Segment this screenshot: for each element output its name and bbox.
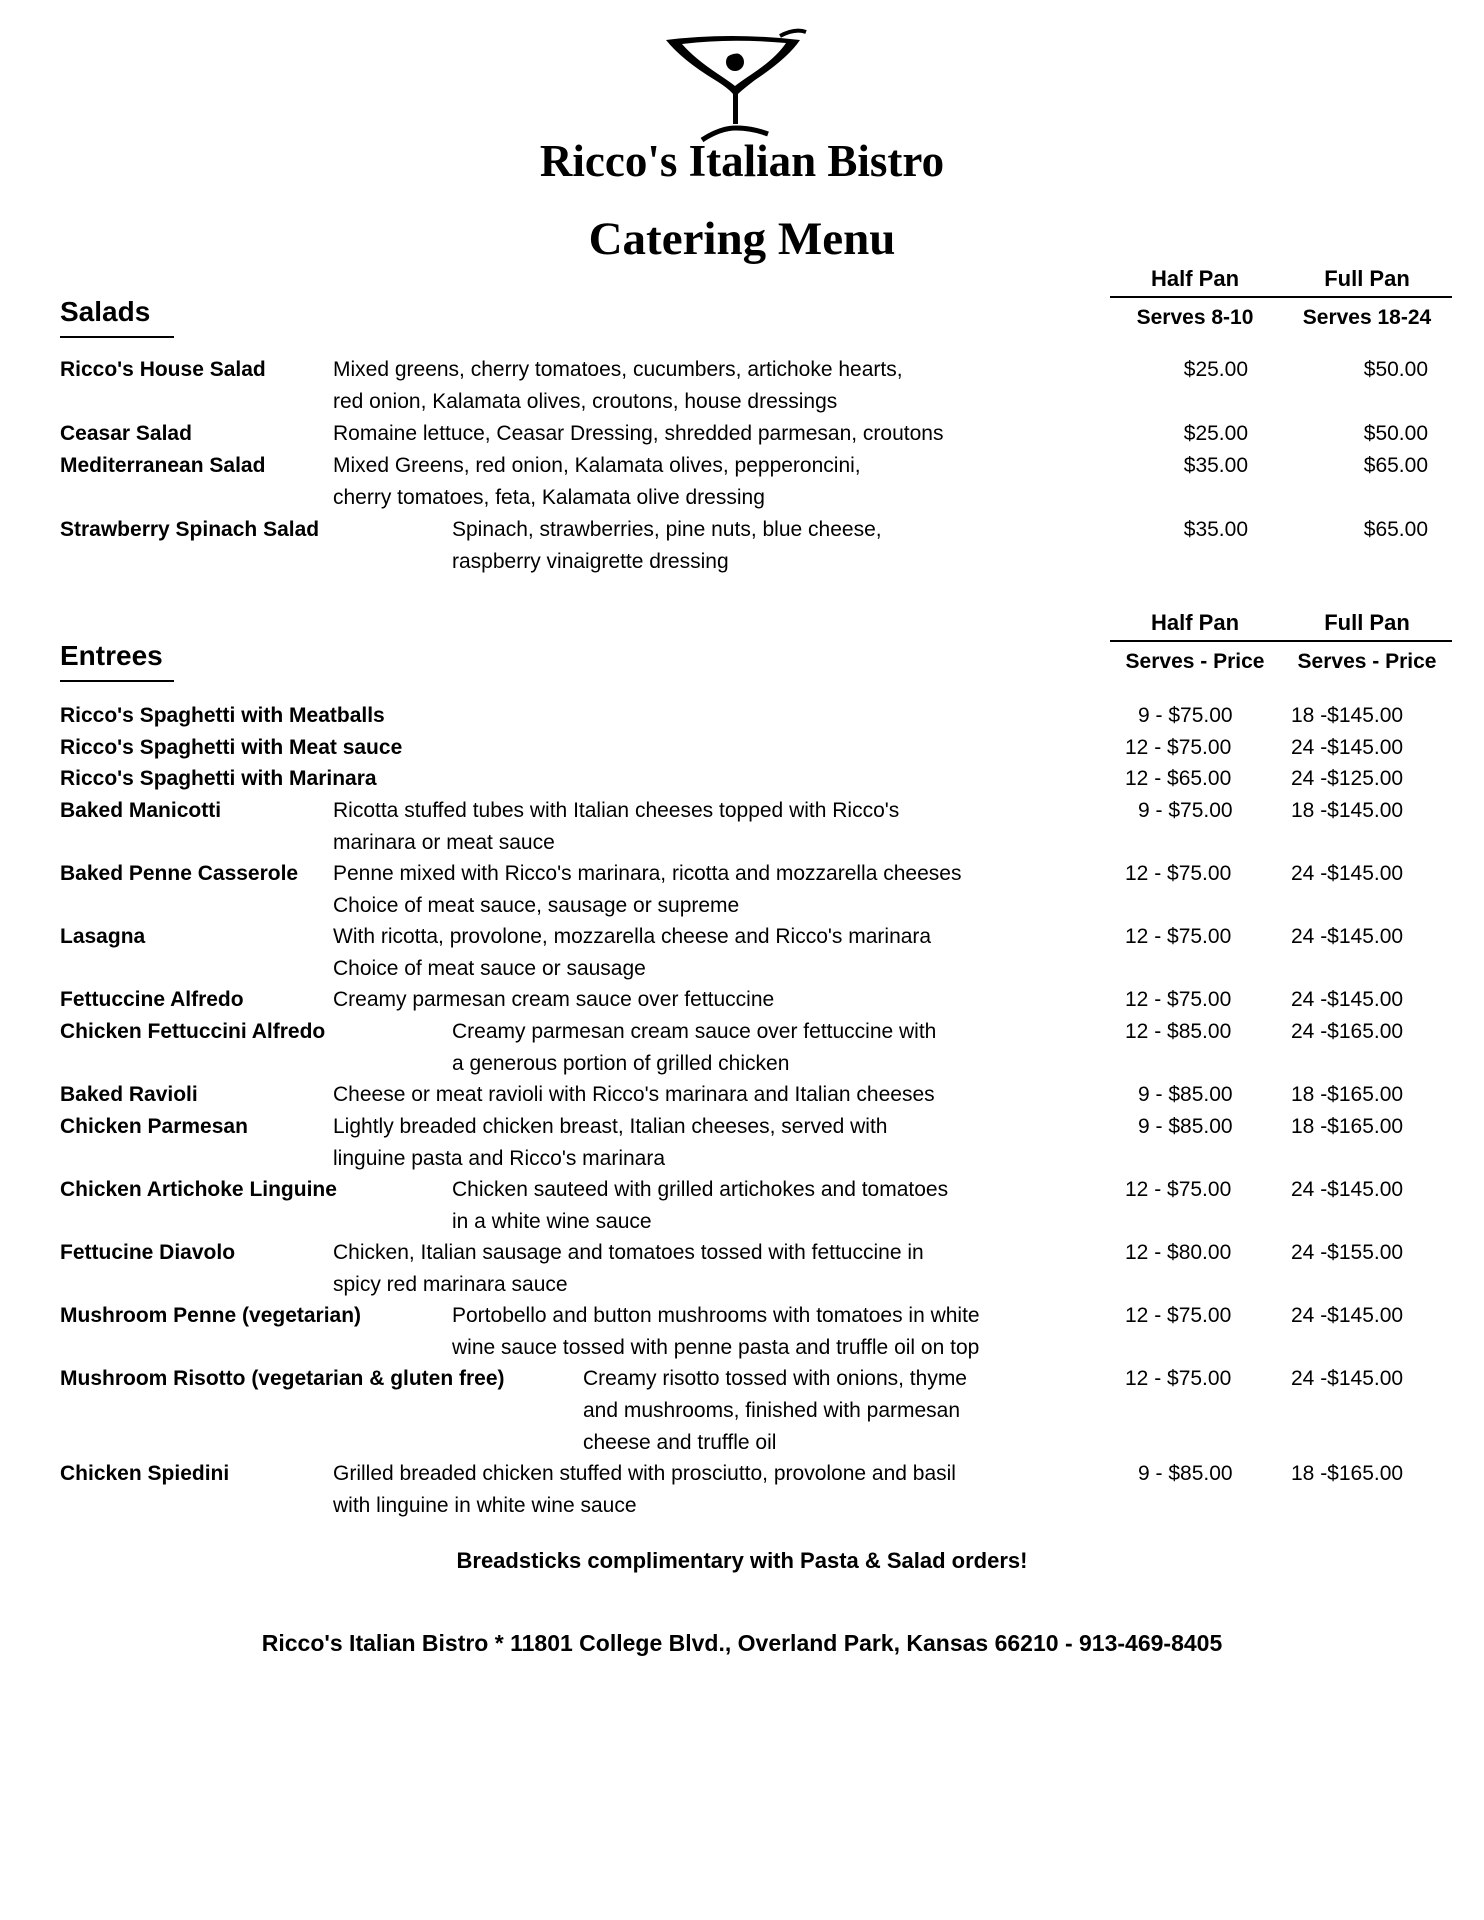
item-full-price: $50.00	[1363, 358, 1428, 381]
item-desc: in a white wine sauce	[452, 1210, 652, 1233]
item-desc: cheese and truffle oil	[583, 1431, 777, 1454]
entrees-col-half: Half Pan	[1150, 610, 1240, 635]
item-name: Fettuccine Alfredo	[60, 988, 244, 1011]
item-half-price: $35.00	[1183, 518, 1248, 541]
item-desc: Chicken sauteed with grilled artichokes and tomatoes	[452, 1178, 949, 1201]
menu-title: Catering Menu	[588, 213, 896, 265]
item-name: Ricco's Spaghetti with Meat sauce	[60, 736, 403, 759]
item-desc: Choice of meat sauce or sausage	[333, 957, 646, 980]
item-desc: and mushrooms, finished with parmesan	[583, 1399, 961, 1422]
item-name: Fettucine Diavolo	[60, 1241, 236, 1264]
item-desc: Mixed greens, cherry tomatoes, cucumbers, artichoke hearts,	[333, 358, 903, 381]
item-name: Chicken Artichoke Linguine	[60, 1178, 337, 1201]
item-desc: cherry tomatoes, feta, Kalamata olive dressing	[333, 486, 765, 509]
item-desc: Creamy parmesan cream sauce over fettuccine	[333, 988, 775, 1011]
item-full-price: 24 -$155.00	[1291, 1241, 1404, 1264]
entrees-title-underline	[60, 680, 174, 682]
item-half-price: $35.00	[1183, 454, 1248, 477]
item-full-price: 18 -$165.00	[1291, 1462, 1404, 1485]
item-full-price: 24 -$125.00	[1291, 767, 1404, 790]
item-half-price: 12 - $80.00	[1125, 1241, 1232, 1264]
item-half-price: 9 - $85.00	[1138, 1115, 1233, 1138]
item-name: Baked Manicotti	[60, 799, 222, 822]
item-desc: a generous portion of grilled chicken	[452, 1052, 790, 1075]
salads-col-full: Full Pan	[1324, 266, 1410, 291]
item-name: Ceasar Salad	[60, 422, 192, 445]
item-desc: marinara or meat sauce	[333, 831, 555, 854]
item-full-price: 24 -$145.00	[1291, 988, 1404, 1011]
item-half-price: 9 - $75.00	[1138, 799, 1233, 822]
item-desc: raspberry vinaigrette dressing	[452, 550, 729, 573]
entrees-header-rule	[1110, 640, 1452, 642]
item-full-price: $65.00	[1363, 518, 1428, 541]
entrees-section-title: Entrees	[60, 640, 163, 671]
item-name: Baked Penne Casserole	[60, 862, 299, 885]
item-desc: spicy red marinara sauce	[333, 1273, 568, 1296]
item-half-price: 9 - $85.00	[1138, 1083, 1233, 1106]
item-name: Mushroom Risotto (vegetarian & gluten free)	[60, 1367, 505, 1390]
item-desc: Penne mixed with Ricco's marinara, ricotta and mozzarella cheeses	[333, 862, 962, 885]
item-desc: Portobello and button mushrooms with tomatoes in white	[452, 1304, 980, 1327]
item-full-price: 24 -$145.00	[1291, 925, 1404, 948]
item-name: Chicken Spiedini	[60, 1462, 230, 1485]
item-full-price: $65.00	[1363, 454, 1428, 477]
item-desc: Ricotta stuffed tubes with Italian cheeses topped with Ricco's	[333, 799, 900, 822]
item-full-price: 18 -$165.00	[1291, 1115, 1404, 1138]
item-desc: linguine pasta and Ricco's marinara	[333, 1147, 666, 1170]
item-half-price: 12 - $75.00	[1125, 862, 1232, 885]
restaurant-name: Ricco's Italian Bistro	[539, 136, 945, 186]
entrees-serves-half: Serves - Price	[1125, 650, 1265, 673]
entrees-col-full: Full Pan	[1324, 610, 1410, 635]
item-desc: Creamy risotto tossed with onions, thyme	[583, 1367, 967, 1390]
item-desc: wine sauce tossed with penne pasta and truffle oil on top	[452, 1336, 980, 1359]
item-half-price: 12 - $75.00	[1125, 736, 1232, 759]
item-full-price: 24 -$145.00	[1291, 1304, 1404, 1327]
item-desc: With ricotta, provolone, mozzarella cheese and Ricco's marinara	[333, 925, 932, 948]
item-half-price: 12 - $85.00	[1125, 1020, 1232, 1043]
item-half-price: 12 - $75.00	[1125, 1178, 1232, 1201]
item-name: Chicken Fettuccini Alfredo	[60, 1020, 326, 1043]
salads-title-underline	[60, 336, 174, 338]
item-half-price: 9 - $85.00	[1138, 1462, 1233, 1485]
item-full-price: 24 -$145.00	[1291, 1367, 1404, 1390]
salads-section-title: Salads	[60, 296, 151, 327]
item-desc: Choice of meat sauce, sausage or supreme	[333, 894, 740, 917]
item-name: Baked Ravioli	[60, 1083, 198, 1106]
salads-header-rule	[1110, 296, 1452, 298]
item-desc: with linguine in white wine sauce	[333, 1494, 637, 1517]
item-full-price: 24 -$145.00	[1291, 736, 1404, 759]
item-name: Ricco's Spaghetti with Meatballs	[60, 704, 385, 727]
item-name: Strawberry Spinach Salad	[60, 518, 320, 541]
item-full-price: 24 -$145.00	[1291, 862, 1404, 885]
item-name: Chicken Parmesan	[60, 1115, 248, 1138]
item-half-price: 12 - $75.00	[1125, 988, 1232, 1011]
item-name: Ricco's Spaghetti with Marinara	[60, 767, 377, 790]
footer-address: Ricco's Italian Bistro * 11801 College Blvd., Overland Park, Kansas 66210 - 913-469-8405	[261, 1630, 1223, 1656]
salads-col-half: Half Pan	[1150, 266, 1240, 291]
item-desc: Creamy parmesan cream sauce over fettuccine with	[452, 1020, 937, 1043]
item-half-price: $25.00	[1183, 422, 1248, 445]
item-full-price: 18 -$165.00	[1291, 1083, 1404, 1106]
entrees-serves-full: Serves - Price	[1297, 650, 1437, 673]
item-half-price: 9 - $75.00	[1138, 704, 1233, 727]
item-full-price: 24 -$165.00	[1291, 1020, 1404, 1043]
item-full-price: 18 -$145.00	[1291, 704, 1404, 727]
salads-serves-half: Serves 8-10	[1136, 306, 1254, 329]
item-full-price: 18 -$145.00	[1291, 799, 1404, 822]
item-desc: Lightly breaded chicken breast, Italian cheeses, served with	[333, 1115, 888, 1138]
item-desc: Grilled breaded chicken stuffed with prosciutto, provolone and basil	[333, 1462, 956, 1485]
salads-serves-full: Serves 18-24	[1302, 306, 1432, 329]
item-name: Mushroom Penne (vegetarian)	[60, 1304, 362, 1327]
item-desc: red onion, Kalamata olives, croutons, house dressings	[333, 390, 838, 413]
item-name: Mediterranean Salad	[60, 454, 266, 477]
item-full-price: $50.00	[1363, 422, 1428, 445]
item-desc: Chicken, Italian sausage and tomatoes tossed with fettuccine in	[333, 1241, 924, 1264]
item-half-price: $25.00	[1183, 358, 1248, 381]
breadsticks-note: Breadsticks complimentary with Pasta & Salad orders!	[456, 1548, 1028, 1573]
item-half-price: 12 - $75.00	[1125, 925, 1232, 948]
item-half-price: 12 - $75.00	[1125, 1367, 1232, 1390]
item-half-price: 12 - $75.00	[1125, 1304, 1232, 1327]
item-name: Lasagna	[60, 925, 146, 948]
item-full-price: 24 -$145.00	[1291, 1178, 1404, 1201]
item-half-price: 12 - $65.00	[1125, 767, 1232, 790]
item-desc: Spinach, strawberries, pine nuts, blue cheese,	[452, 518, 882, 541]
item-desc: Mixed Greens, red onion, Kalamata olives, pepperoncini,	[333, 454, 861, 477]
item-name: Ricco's House Salad	[60, 358, 266, 381]
item-desc: Cheese or meat ravioli with Ricco's marinara and Italian cheeses	[333, 1083, 935, 1106]
item-desc: Romaine lettuce, Ceasar Dressing, shredded parmesan, croutons	[333, 422, 944, 445]
